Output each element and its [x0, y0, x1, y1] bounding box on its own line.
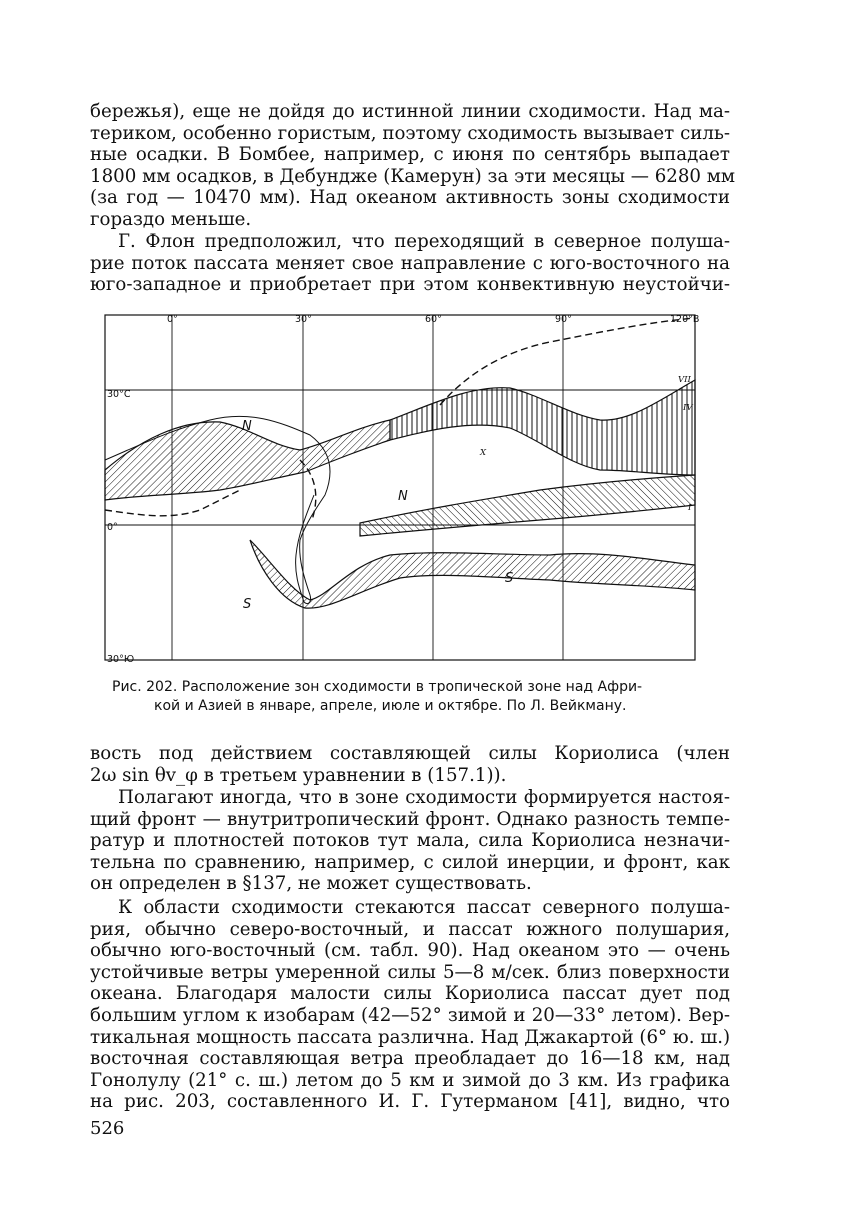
zone-band-north-east	[390, 380, 695, 475]
lon-label: 120°В	[670, 314, 700, 325]
region-label: N	[398, 489, 408, 504]
page-number: 526	[90, 1118, 125, 1139]
text-line: гораздо меньше.	[90, 208, 252, 230]
text-line: рия, обычно северо-восточный, и пассат южного полушария,	[90, 918, 730, 940]
text-line: (за год — 10470 мм). Над океаном активность зоны сходимости	[90, 187, 730, 209]
text-line: 1800 мм осадков, в Дебундже (Камерун) за эти месяцы — 6280 мм	[90, 165, 736, 187]
text-line: Гонолулу (21° с. ш.) летом до 5 км и зимой до 3 км. Из графика	[90, 1069, 730, 1091]
text-line: вость под действием составляющей силы Кориолиса (член	[90, 743, 730, 764]
paragraph-4	[90, 787, 730, 895]
lat-label: 30°Ю	[107, 654, 135, 665]
month-label: VII	[678, 375, 691, 385]
text-line: он определен в §137, не может существовать.	[90, 873, 532, 895]
text-line: восточная составляющая ветра преобладает до 16—18 км, над	[90, 1048, 730, 1070]
text-line: щий фронт — внутритропический фронт. Однако разность темпе-	[90, 808, 730, 830]
lon-label: 90°	[555, 314, 572, 325]
text-line: рие поток пассата меняет свое направление с юго-восточного на	[90, 252, 730, 274]
text-line: тикальная мощность пассата различна. Над Джакартой (6° ю. ш.)	[90, 1026, 731, 1048]
text-line: 2ω sin θv_φ в третьем уравнении в (157.1)).	[90, 764, 507, 786]
text-line: океана. Благодаря малости силы Кориолиса пассат дует под	[90, 983, 730, 1005]
month-label: IV	[683, 403, 693, 413]
month-label: X	[480, 448, 487, 458]
text-line: ратур и плотностей потоков тут мала, сила Кориолиса незначи-	[90, 830, 730, 852]
caption-line: кой и Азией в январе, апреле, июле и октябре. По Л. Вейкману.	[154, 698, 627, 714]
region-label: S	[243, 597, 252, 612]
region-label: N	[242, 419, 252, 434]
text-line: Полагают иногда, что в зоне сходимости формируется настоя-	[118, 787, 730, 808]
zone-band-south	[250, 540, 695, 608]
paragraph-2	[90, 231, 730, 296]
lon-label: 60°	[425, 314, 442, 325]
text-line: тельна по сравнению, например, с силой инерции, и фронт, как	[90, 851, 730, 873]
text-line: устойчивые ветры умеренной силы 5—8 м/сек. близ поверхности	[90, 961, 730, 983]
region-label: S	[505, 571, 514, 586]
text-line: Г. Флон предположил, что переходящий в северное полуша-	[118, 231, 730, 252]
lat-label: 0°	[107, 522, 118, 533]
figure-caption	[112, 678, 730, 716]
text-line: ные осадки. В Бомбее, например, с июня по сентябрь выпадает	[90, 144, 730, 166]
text-line: обычно юго-восточный (см. табл. 90). Над океаном это — очень	[90, 940, 730, 962]
text-line: териком, особенно гористым, поэтому сходимость вызывает силь-	[90, 122, 730, 144]
text-line: юго-западное и приобретает при этом конвективную неустойчи-	[90, 274, 730, 296]
text-line: К области сходимости стекаются пассат северного полуша-	[118, 897, 730, 918]
zone-band-equatorial	[360, 475, 695, 536]
text-line: бережья), еще не дойдя до истинной линии сходимости. Над ма-	[90, 101, 730, 122]
convergence-zones-map	[100, 310, 700, 665]
paragraph-3	[90, 743, 730, 786]
paragraph-1	[90, 101, 736, 231]
paragraph-5	[90, 897, 730, 1113]
lon-label: 0°	[167, 314, 178, 325]
text-line: большим углом к изобарам (42—52° зимой и 20—33° летом). Вер-	[90, 1004, 730, 1026]
lat-label: 30°С	[107, 389, 131, 400]
lon-label: 30°	[295, 314, 312, 325]
month-label: I	[688, 503, 692, 513]
text-line: на рис. 203, составленного И. Г. Гутерманом [41], видно, что	[90, 1091, 730, 1113]
caption-line: Рис. 202. Расположение зон сходимости в тропической зоне над Афри-	[112, 679, 643, 695]
